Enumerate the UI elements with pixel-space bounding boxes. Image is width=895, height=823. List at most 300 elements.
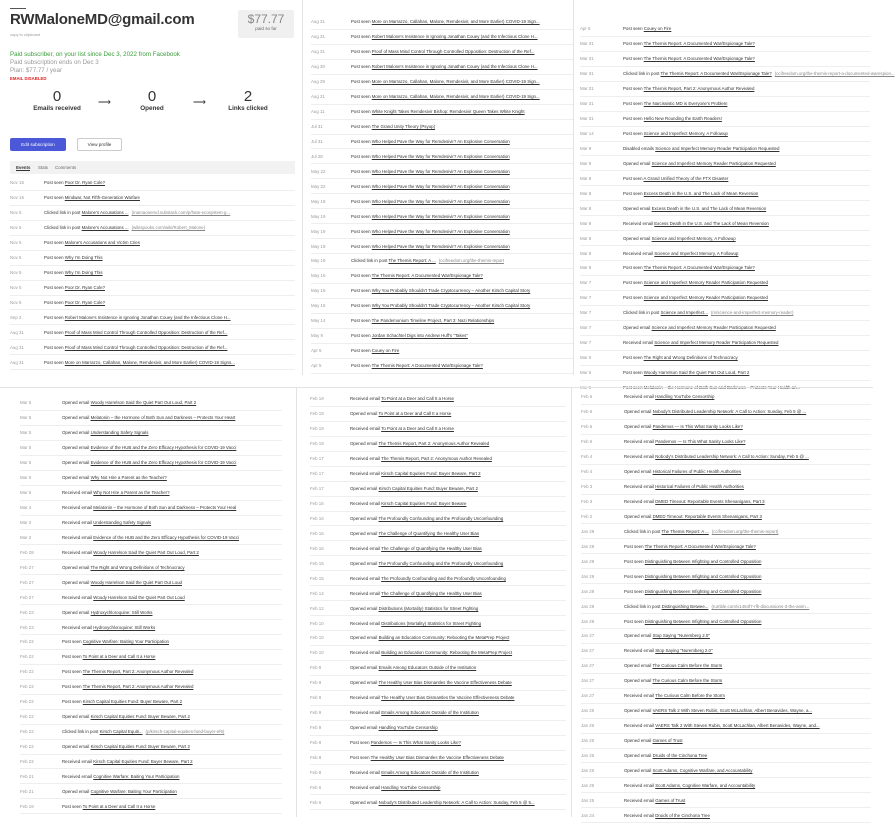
event-text <box>351 34 573 39</box>
post-title-link[interactable]: Science and Imperfect Memory, A Followup <box>651 235 736 241</box>
post-title-link[interactable]: The Right and Wrong Definitions of Technocracy <box>643 355 738 361</box>
event-action: Received email <box>62 758 94 764</box>
event-text <box>624 409 871 414</box>
event-row <box>581 778 871 793</box>
event-text <box>62 535 282 540</box>
post-title-link[interactable]: Excess Death in the U.S. and The Lack of Mean Reversion <box>643 190 759 196</box>
event-text <box>623 295 870 300</box>
event-row <box>310 616 566 631</box>
post-title-link[interactable]: The Themis Report, Part 2: Anonymous Author Revealed <box>378 441 490 447</box>
event-text <box>624 604 871 609</box>
tab-bar <box>10 161 295 174</box>
event-action: Received email <box>62 549 94 555</box>
event-text <box>623 146 870 151</box>
post-title-link[interactable]: Poor Dr. Ryan Cole? <box>64 299 106 305</box>
tab-comments[interactable]: Comments <box>55 165 77 170</box>
event-text <box>350 426 566 431</box>
post-title-link[interactable]: Building an Education Community: Rebooting the MetaPrep Project <box>378 635 510 641</box>
event-date: May 19 <box>311 243 326 249</box>
event-date: Feb 4 <box>581 454 593 460</box>
post-title-link[interactable]: Science and Imperfect... <box>660 310 708 316</box>
post-title-link[interactable]: Proof of Mass Mind Control Through Controlled Opposition: Destruction of the Ref... <box>64 329 228 335</box>
post-title-link[interactable]: Woody Harrelson Said the Quiet Part Out Loud, Part 2 <box>93 549 199 555</box>
event-date: Apr 5 <box>580 26 591 32</box>
post-title-link[interactable]: Who Helped Pave the Way for Remdesivir? An Explosive Conversation <box>371 243 510 249</box>
event-action: Post seen <box>351 94 372 100</box>
event-text <box>62 520 282 525</box>
post-title-link[interactable]: Science and Imperfect Memory Reader Participation Requested <box>654 340 779 346</box>
post-title-link[interactable]: The Narcissistic MD is Everyone's Problem <box>643 101 728 107</box>
post-title-link[interactable]: To Point at a Deer and Call It a Horse <box>381 396 454 402</box>
post-title-link[interactable]: Why You Probably Shouldn't Trade Cryptocurrency – Another Kirsch Capital Story <box>371 303 531 309</box>
event-row <box>580 246 870 261</box>
post-title-link[interactable]: Nobody's Distributed Leadership Network: A Call to Action: Sunday, Feb 5 @ ... <box>652 409 807 415</box>
event-text <box>44 195 295 200</box>
post-title-link[interactable]: Excess Death in the U.S. and The Lack of Mean Reversion <box>651 205 767 211</box>
post-title-link[interactable]: The Challenge of Quantifying the Healthy User Bias <box>381 545 482 551</box>
post-title-link[interactable]: The Grand Unity Theory (Psyop) <box>371 124 436 130</box>
event-text <box>350 770 566 775</box>
post-title-link[interactable]: Melatonin – the Hormone of Both Sun and Darkness – Protects Your Heal <box>93 505 237 511</box>
post-title-link[interactable]: Handling YouTube Censorship <box>655 394 715 400</box>
clicked-url-link[interactable]: (ccifreedom.org/the-themis-report) <box>711 528 779 534</box>
event-row <box>311 329 573 344</box>
event-date: May 19 <box>311 198 326 204</box>
clicked-url-link[interactable]: (p/kirsch-capital-equities-fund-buyer-ef6) <box>145 729 225 735</box>
event-action: Opened email <box>624 752 653 758</box>
event-text <box>623 206 870 211</box>
event-row <box>580 142 870 157</box>
post-title-link[interactable]: Kirsch Capital Equities Fund: Buyer Beware, Part 2 <box>93 758 193 764</box>
event-text <box>624 693 871 698</box>
post-title-link[interactable]: Science and Imperfect Memory Reader Participation Requested <box>651 325 776 331</box>
events-list <box>20 396 282 814</box>
event-row <box>581 719 871 734</box>
event-text <box>350 710 566 715</box>
event-date: Mar 9 <box>580 160 592 166</box>
event-text <box>62 684 282 689</box>
post-title-link[interactable]: More on Marrazzo, Callahan, Malone, Remdesivir, and More Earlier) COVID-19 Signs... <box>64 359 235 365</box>
post-title-link[interactable]: Emails Among Educators Outside of the Institution <box>381 710 479 716</box>
post-title-link[interactable]: DMED Timeout: Reportable Events Shenanigans, Part 3 <box>655 499 765 505</box>
post-title-link[interactable]: Druids of the Cinchona Tree <box>655 812 710 818</box>
paid-amount: $77.77 <box>247 12 285 26</box>
post-title-link[interactable]: Who Helped Pave the Way for Remdesivir? An Explosive Conversation <box>371 153 510 159</box>
event-text <box>623 131 870 136</box>
post-title-link[interactable]: Malone's Accusations ... <box>81 210 129 216</box>
post-title-link[interactable]: Kirsch Capital Equities Fund: Buyer Beware, Part 2 <box>381 471 481 477</box>
event-action: Opened email <box>624 513 653 519</box>
event-text <box>62 415 282 420</box>
post-title-link[interactable]: Science and Imperfect Memory Reader Participation Requested <box>643 295 768 301</box>
event-row <box>10 310 295 325</box>
post-title-link[interactable]: Excess Death in the U.S. and The Lack of Mean Reversion <box>654 220 769 226</box>
event-text <box>62 445 282 450</box>
event-date: Feb 27 <box>20 594 34 600</box>
event-text <box>44 180 295 185</box>
post-title-link[interactable]: Scott Adams, Cognitive Warfare, and Accountability <box>652 767 753 773</box>
post-title-link[interactable]: Science and Imperfect Memory Reader Participation Requested <box>651 160 776 166</box>
post-title-link[interactable]: Who Helped Pave the Way for Remdesivir? An Explosive Conversation <box>371 213 510 219</box>
post-title-link[interactable]: Who Helped Pave the Way for Remdesivir? An Explosive Conversation <box>371 168 510 174</box>
tab-stats[interactable]: Stats <box>38 165 49 170</box>
event-text <box>623 355 870 360</box>
event-date: Jan 27 <box>581 693 595 699</box>
event-action: Received email <box>350 590 382 596</box>
event-row <box>310 407 566 422</box>
post-title-link[interactable]: Why Not Hire a Parent as the Teacher? <box>90 475 167 481</box>
event-text <box>623 221 870 226</box>
post-title-link[interactable]: Distributions (Mortality) Statistics for Street Fighting <box>381 620 482 626</box>
post-title-link[interactable]: The Themis Report: A Documented War/Espionage Tale? <box>371 273 483 279</box>
event-date: Feb 10 <box>310 620 324 626</box>
post-title-link[interactable]: Handling YouTube Censorship <box>381 784 441 790</box>
event-row <box>311 164 573 179</box>
post-title-link[interactable]: Stop Saying "Nuremberg 2.0" <box>655 648 713 654</box>
post-title-link[interactable]: Distinguishing Between Infighting and Controlled Opposition <box>644 618 762 624</box>
post-title-link[interactable]: Pandemos — Is This What Sanity Looks Like? <box>652 424 743 430</box>
event-action: Clicked link in post <box>623 310 661 316</box>
event-text <box>351 79 573 84</box>
post-title-link[interactable]: Poor Dr. Ryan Cole? <box>64 285 106 291</box>
event-action: Received email <box>62 534 94 540</box>
event-row <box>581 405 871 420</box>
post-title-link[interactable]: To Point at a Deer and Call It a Horse <box>378 411 452 417</box>
event-row <box>311 90 573 105</box>
post-title-link[interactable]: Cognitive Warfare: Baiting Your Participation <box>82 639 169 645</box>
post-title-link[interactable]: The Themis Report, Part 2: Anonymous Author Revealed <box>381 456 492 462</box>
event-date: Feb 9 <box>310 740 322 746</box>
post-title-link[interactable]: Cognitive Warfare: Baiting Your Participation <box>93 773 180 779</box>
post-title-link[interactable]: The Themis Report, Part 2: Anonymous Author Revealed <box>643 86 755 92</box>
post-title-link[interactable]: Distinguishing Between Infighting and Controlled Opposition <box>644 588 762 594</box>
event-row <box>581 808 871 823</box>
event-action: Clicked link in post <box>624 528 662 534</box>
event-date: Feb 9 <box>310 695 322 701</box>
post-title-link[interactable]: Science and Imperfect Memory Reader Participation Requested <box>643 280 768 286</box>
post-title-link[interactable]: Malone's Accusations and Victim Cries <box>64 240 140 246</box>
post-title-link[interactable]: Druids of the Cinchona Tree <box>652 752 708 758</box>
event-text <box>350 396 566 401</box>
event-text <box>624 469 871 474</box>
post-title-link[interactable]: The Themis Report: A Documented War/Espionage Tale? <box>643 56 755 62</box>
event-text <box>351 19 573 24</box>
post-title-link[interactable]: The Themis Report: A Documented War/Espionage Tale? <box>643 41 755 47</box>
post-title-link[interactable]: Evidence of the HUB and the Zero Efficacy Hypothesis for COVID-19 Vacci <box>93 534 240 540</box>
post-title-link[interactable]: The Themis Report: A ... <box>661 528 709 534</box>
post-title-link[interactable]: The Profoundly Confounding and the Profoundly Unconfounding <box>381 575 506 581</box>
event-text <box>62 759 282 764</box>
event-date: Jan 25 <box>581 782 595 788</box>
clicked-url-link[interactable]: (mamaonemd.substack.com/p/hate-ecosystem-g... <box>131 210 231 216</box>
event-date: Jul 31 <box>311 138 323 144</box>
event-action: Post seen <box>351 183 372 189</box>
post-title-link[interactable]: A Grand Unified Theory of the FTX Disaster <box>643 175 729 181</box>
post-title-link[interactable]: Stop Saying "Nuremberg 2.0" <box>652 633 710 639</box>
post-title-link[interactable]: Hello New Rounding the Earth Readers! <box>643 116 722 122</box>
post-title-link[interactable]: Woody Harrelson Said the Quiet Part Out Loud <box>93 594 185 600</box>
post-title-link[interactable]: The Healthy User Bias Dismantles the Vaccine Effectiveness Debate <box>370 754 504 760</box>
post-title-link[interactable]: More on Marrazzo, Callahan, Malone, Remdesivir, and More Earlier) COVID-19 Sign... <box>371 79 540 85</box>
event-action: Clicked link in post <box>44 225 82 231</box>
event-date: Feb 18 <box>310 441 324 447</box>
post-title-link[interactable]: Who Helped Pave the Way for Remdesivir? An Explosive Conversation <box>371 183 510 189</box>
post-title-link[interactable]: To Point at a Deer and Call It a Horse <box>82 654 156 660</box>
event-text <box>351 258 573 263</box>
event-text <box>62 639 282 644</box>
post-title-link[interactable]: More on Marrazzo, Callahan, Malone, Remdesivir, and More Earlier) COVID-19 Sign... <box>371 19 540 25</box>
post-title-link[interactable]: Couey on Fire <box>643 26 672 32</box>
event-date: Aug 31 <box>10 329 24 335</box>
post-title-link[interactable]: Why Not Hire a Parent as the Teacher? <box>93 490 170 496</box>
event-text <box>623 310 870 315</box>
event-row <box>580 306 870 321</box>
event-date: May 16 <box>311 303 326 309</box>
post-title-link[interactable]: The Healthy User Bias Dismantles the Vaccine Effectiveness Debate <box>381 695 515 701</box>
event-action: Post seen <box>623 175 644 181</box>
post-title-link[interactable]: Handling YouTube Censorship <box>378 725 438 731</box>
event-date: Feb 4 <box>581 469 593 475</box>
event-date: Mar 5 <box>20 460 32 466</box>
event-action: Post seen <box>62 639 83 645</box>
post-title-link[interactable]: Jordan Schachtel Digs into Andrew Huff's "Takes" <box>371 333 468 339</box>
event-text <box>351 109 573 114</box>
event-row <box>581 734 871 749</box>
post-title-link[interactable]: VAERS Talk 2 With Steven Rubin, Scott McLachlan, Albert Benavides, Wayne, a... <box>652 708 813 714</box>
event-row <box>20 650 282 665</box>
post-title-link[interactable]: Historical Failures of Public Health Authorities <box>652 469 742 475</box>
event-action: Post seen <box>624 588 645 594</box>
event-action: Post seen <box>62 803 83 809</box>
post-title-link[interactable]: Who Helped Pave the Way for Remdesivir? An Explosive Conversation <box>371 138 510 144</box>
event-action: Post seen <box>350 754 371 760</box>
event-text <box>624 783 871 788</box>
post-title-link[interactable]: Melatonin – the Hormone of Both Sun and Darkness – Protects Your Heart <box>90 415 236 421</box>
event-date: Jan 25 <box>581 723 595 729</box>
view-profile-button[interactable]: View profile <box>77 138 122 151</box>
event-date: Feb 23 <box>20 609 34 615</box>
event-date: Mar 7 <box>580 340 592 346</box>
event-date: Feb 22 <box>20 654 34 660</box>
event-action: Post seen <box>44 195 65 201</box>
copy-to-clipboard-link[interactable]: copy to clipboard <box>10 32 41 37</box>
event-text <box>350 561 566 566</box>
event-row <box>20 725 282 740</box>
post-title-link[interactable]: Kirsch Capital Equities Fund: Buyer Beware, Part 2 <box>90 744 190 750</box>
post-title-link[interactable]: Scott Adams, Cognitive Warfare, and Accountability <box>655 782 756 788</box>
post-title-link[interactable]: To Point at a Deer and Call It a Horse <box>381 426 454 432</box>
event-text <box>624 499 871 504</box>
post-title-link[interactable]: Why You Probably Shouldn't Trade Cryptocurrency – Another Kirsch Capital Story <box>371 288 531 294</box>
event-text <box>62 430 282 435</box>
clicked-url-link[interactable]: (rumble.com/v1464f7-rfk-discussions-3-the-anim... <box>711 603 810 609</box>
event-action: Opened email <box>62 445 91 451</box>
event-text <box>623 86 870 91</box>
post-title-link[interactable]: Distinguishing Between Infighting and Controlled Opposition <box>644 558 762 564</box>
event-date: Feb 22 <box>20 758 34 764</box>
event-action: Post seen <box>624 573 645 579</box>
event-row <box>310 467 566 482</box>
post-title-link[interactable]: The Themis Report, Part 2: Anonymous Author Revealed <box>82 684 194 690</box>
post-title-link[interactable]: Distinguishing Betwee... <box>661 603 709 609</box>
post-title-link[interactable]: Proof of Mass Mind Control Through Controlled Opposition: Destruction of the Ref... <box>64 344 228 350</box>
post-title-link[interactable]: Pandemos — Is This What Sanity Looks Like? <box>655 439 746 445</box>
post-title-link[interactable]: The Themis Report: A Documented War/Espionage Tale? <box>371 363 483 369</box>
clicked-url-link[interactable]: (ccifreedom.org/the-themis-report-a-documented-warespion... <box>774 71 895 77</box>
post-title-link[interactable]: The Healthy User Bias Dismantles the Vaccine Effectiveness Debate <box>378 680 512 686</box>
emails-received-count: 0 <box>52 88 62 105</box>
post-title-link[interactable]: Kirsch Capital Equities Fund: Buyer Beware, Part 2 <box>90 714 190 720</box>
event-text <box>623 101 870 106</box>
event-text <box>351 49 573 54</box>
post-title-link[interactable]: Robert Malone's Insistence in Ignoring Jonathan Couey (and the Infectious Clone H... <box>371 64 538 70</box>
post-title-link[interactable]: Nobody's Distributed Leadership Network: A Call to Action: Sunday, Feb 5 @ ... <box>655 454 809 460</box>
post-title-link[interactable]: Pandemos — Is This What Sanity Looks Like? <box>370 740 461 746</box>
post-title-link[interactable]: VAERS Talk 2 With Steven Rubin, Scott McLachlan, Albert Benavides, Wayne, and... <box>655 723 820 729</box>
event-row <box>580 127 870 142</box>
post-title-link[interactable]: The Themis Report: A Documented War/Espionage Tale? <box>660 71 772 77</box>
post-title-link[interactable]: Robert Malone's Insistence in Ignoring Jonathan Couey (and the Infectious Clone H... <box>371 34 538 40</box>
event-row <box>310 765 566 780</box>
post-title-link[interactable]: The Challenge of Quantifying the Healthy User Bias <box>378 530 480 536</box>
post-title-link[interactable]: Science and Imperfect Memory, A Followup <box>643 131 728 137</box>
event-row <box>310 526 566 541</box>
event-text <box>351 184 573 189</box>
event-date: Aug 31 <box>311 49 325 55</box>
event-row <box>20 695 282 710</box>
event-row <box>311 239 573 254</box>
post-title-link[interactable]: The Curious Calm Before the Storm <box>652 663 723 669</box>
event-date: Mar 9 <box>580 145 592 151</box>
post-title-link[interactable]: Woody Harrelson Said the Quiet Part Out Loud, Part 2 <box>90 400 197 406</box>
clicked-url-link[interactable]: (wikispooks.com/wiki/Robert_Malone) <box>131 225 206 231</box>
post-title-link[interactable]: The Right and Wrong Definitions of Technocracy <box>90 564 185 570</box>
tab-events[interactable]: Events <box>16 165 31 170</box>
post-title-link[interactable]: Nobody's Distributed Leadership Network: A Call to Action: Sunday, Feb 5 @ 5... <box>378 799 535 805</box>
post-title-link[interactable]: Distinguishing Between Infighting and Controlled Opposition <box>644 573 762 579</box>
post-title-link[interactable]: White Knight Takes Remdesivir Bishop: Remdesivir Queen Takes White Knight <box>371 109 525 115</box>
post-title-link[interactable]: The Themis Report, Part 2: Anonymous Author Revealed <box>82 669 194 675</box>
post-title-link[interactable]: The Themis Report: A Documented War/Espionage Tale? <box>643 265 755 271</box>
event-row <box>10 266 295 281</box>
post-title-link[interactable]: Mindwar, Not Fifth-Generation Warfare <box>64 195 140 201</box>
post-title-link[interactable]: Cognitive Warfare: Baiting Your Participation <box>90 788 177 794</box>
event-text <box>624 454 871 459</box>
post-title-link[interactable]: Evidence of the HUB and the Zero Efficacy Hypothesis for COVID-19 Vacci <box>90 460 237 466</box>
event-row <box>310 751 566 766</box>
event-row <box>581 674 871 689</box>
event-text <box>44 225 295 230</box>
event-text <box>62 625 282 630</box>
event-row <box>581 629 871 644</box>
post-title-link[interactable]: Kirsch Capital Equities Fund: Buyer Beware, Part 2 <box>82 699 183 705</box>
event-action: Received email <box>350 769 382 775</box>
post-title-link[interactable]: The Themis Report: A ... <box>388 258 436 264</box>
post-title-link[interactable]: Proof of Mass Mind Control Through Controlled Opposition: Destruction of the Ref... <box>371 49 535 55</box>
post-title-link[interactable]: Building an Education Community: Rebooting the MetaPrep Project <box>381 650 513 656</box>
event-row <box>20 590 282 605</box>
post-title-link[interactable]: Couey on Fire <box>371 348 400 354</box>
event-date: Feb 17 <box>310 486 324 492</box>
post-title-link[interactable]: DMED Timeout: Reportable Events Shenanigans, Part 3 <box>652 513 762 519</box>
post-title-link[interactable]: The Challenge of Quantifying the Healthy User Bias <box>381 590 482 596</box>
post-title-link[interactable]: Evidence of the HUB and the Zero Efficacy Hypothesis for COVID-19 Vacci <box>90 445 237 451</box>
post-title-link[interactable]: Poor Dr. Ryan Cole? <box>64 180 106 186</box>
post-title-link[interactable]: Malone's Accusations ... <box>81 225 129 231</box>
event-action: Received email <box>624 723 656 729</box>
event-row <box>581 420 871 435</box>
post-title-link[interactable]: Science and Imperfect Memory, A Followup <box>654 250 739 256</box>
post-title-link[interactable]: Woody Harrelson Said the Quiet Part Out Loud, Part 2 <box>643 370 750 376</box>
post-title-link[interactable]: Distributions (Mortality) Statistics for Street Fighting <box>378 605 479 611</box>
event-action: Received email <box>62 490 94 496</box>
clicked-url-link[interactable]: (rs/science-and-imperfect-memory-reader) <box>710 310 794 316</box>
post-title-link[interactable]: Games of Trust <box>652 738 683 744</box>
post-title-link[interactable]: The Pandemonium Timeline Project, Part 3: Nazi Relationships <box>371 318 495 324</box>
event-row <box>10 176 295 191</box>
arrow-right-icon: ⟶ <box>193 97 206 107</box>
post-title-link[interactable]: Woody Harrelson Said the Quiet Part Out Loud <box>90 579 183 585</box>
post-title-link[interactable]: The Profoundly Confounding and the Profoundly Unconfounding <box>378 515 504 521</box>
event-row <box>310 736 566 751</box>
event-action: Opened email <box>350 486 379 492</box>
event-action: Post seen <box>62 684 83 690</box>
event-action: Post seen <box>351 318 372 324</box>
post-title-link[interactable]: Why I'm Doing This <box>64 270 103 276</box>
post-title-link[interactable]: Kirsch Capital Equities Fund: Buyer Beware <box>381 501 467 507</box>
post-title-link[interactable]: Robert Malone's Insistence in Ignoring Jonathan Couey (and the Infectious Clone H... <box>64 314 231 320</box>
post-title-link[interactable]: The Themis Report: A Documented War/Espionage Tale? <box>644 543 756 549</box>
post-title-link[interactable]: Historical Failures of Public Health Authorities <box>655 484 744 490</box>
post-title-link[interactable]: Who Helped Pave the Way for Remdesivir? An Explosive Conversation <box>371 198 510 204</box>
post-title-link[interactable]: Games of Trust <box>655 797 686 803</box>
event-text <box>350 725 566 730</box>
clicked-url-link[interactable]: (ccifreedom.org/the-themis-report <box>438 258 504 264</box>
post-title-link[interactable]: Hydroxychloroquine: Still Works <box>93 624 156 630</box>
event-action: Opened email <box>624 409 653 415</box>
post-title-link[interactable]: Science and Imperfect Memory Reader Participation Requested <box>655 145 780 151</box>
event-action: Post seen <box>44 285 65 291</box>
post-title-link[interactable]: Emails Among Educators Outside of the Institution <box>381 769 479 775</box>
event-date: Mar 8 <box>580 235 592 241</box>
event-row <box>581 749 871 764</box>
event-date: Mar 7 <box>580 325 592 331</box>
post-title-link[interactable]: Kirsch Capital Equities Fund: Buyer Beware, Part 2 <box>378 486 478 492</box>
post-title-link[interactable]: Emails Among Educators Outside of the Institution <box>378 665 477 671</box>
post-title-link[interactable]: Why I'm Doing This <box>64 255 103 261</box>
post-title-link[interactable]: Who Helped Pave the Way for Remdesivir? An Explosive Conversation <box>371 228 510 234</box>
post-title-link[interactable]: Hydroxychloroquine: Still Works <box>90 609 153 615</box>
event-date: Mar 31 <box>580 86 594 92</box>
event-row <box>310 661 566 676</box>
event-text <box>44 255 295 260</box>
post-title-link[interactable]: Understanding Safety Signals <box>90 430 149 436</box>
post-title-link[interactable]: Kirsch Capital Equiti... <box>99 729 143 735</box>
post-title-link[interactable]: The Profoundly Confounding and the Profoundly Unconfounding <box>378 560 504 566</box>
event-row <box>581 495 871 510</box>
event-date: Nov 5 <box>10 210 22 216</box>
edit-subscription-button[interactable]: Edit subscription <box>10 138 66 151</box>
event-date: Jan 27 <box>581 678 595 684</box>
event-row <box>581 390 871 405</box>
post-title-link[interactable]: The Curious Calm Before the Storm <box>655 693 725 699</box>
post-title-link[interactable]: Understanding Safety Signals <box>93 519 152 525</box>
event-text <box>44 330 295 335</box>
post-title-link[interactable]: The Curious Calm Before the Storm <box>652 678 723 684</box>
event-date: Jan 27 <box>581 663 595 669</box>
post-title-link[interactable]: More on Marrazzo, Callahan, Malone, Remdesivir, and More Earlier) COVID-19 Sign... <box>371 94 540 100</box>
post-title-link[interactable]: To Point at a Deer and Call It a Horse <box>82 803 156 809</box>
